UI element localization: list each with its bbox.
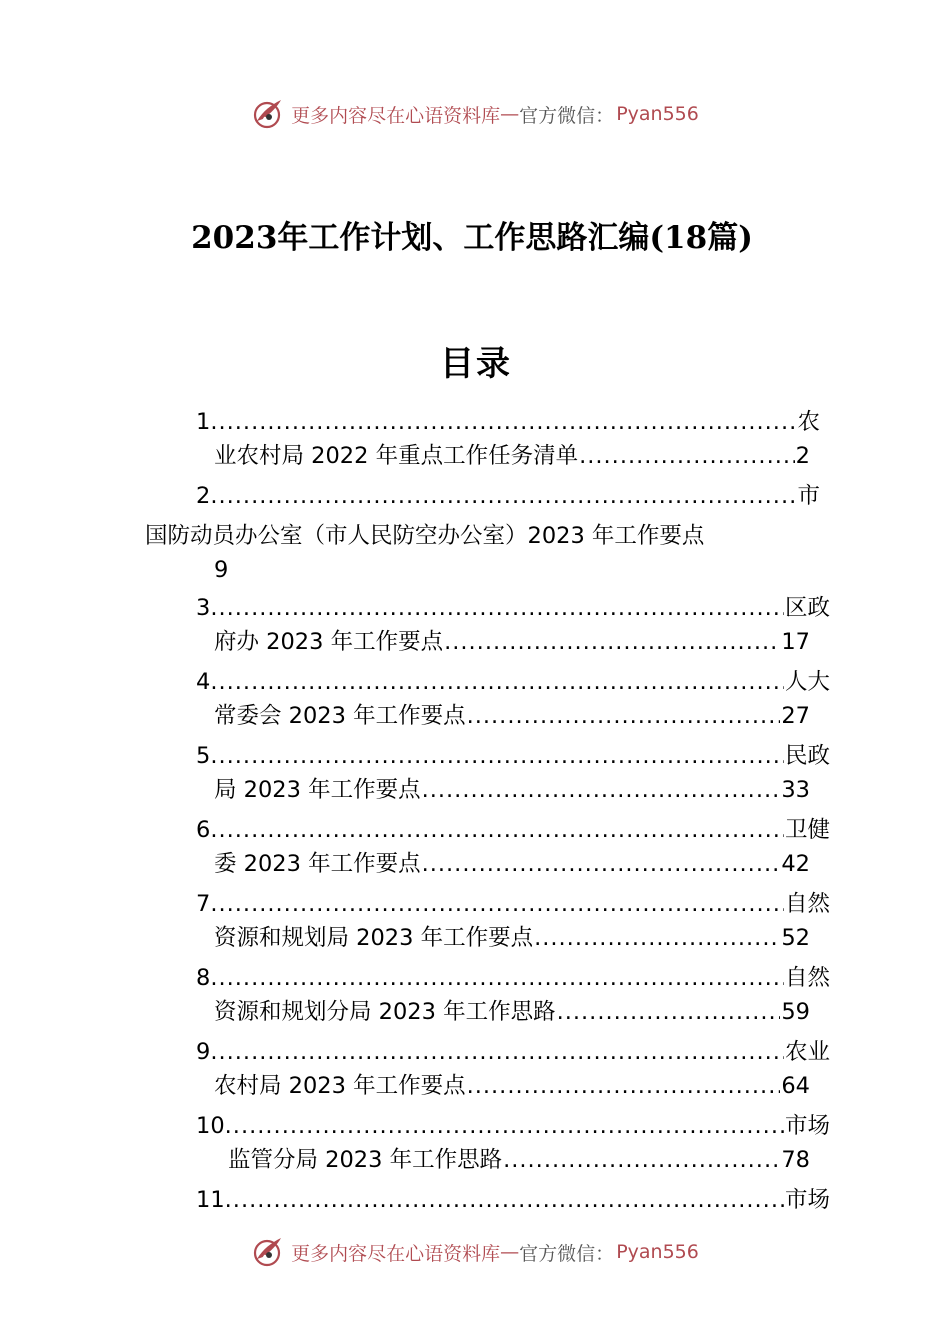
toc-entry-7-line1[interactable]: [196, 888, 830, 920]
toc-entry-tail: 卫健: [784, 817, 830, 843]
toc-entry-text: 监管分局 2023 年工作思路: [228, 1147, 503, 1173]
toc-entry-number: 2.: [196, 483, 218, 509]
toc-entry-5-line2[interactable]: [214, 774, 810, 806]
toc-entry-number: 8.: [196, 965, 218, 991]
toc-page-number: 64: [781, 1073, 810, 1099]
toc-entry-number: 6.: [196, 817, 218, 843]
toc-entry-tail: 农: [797, 409, 820, 435]
toc-leader-dots: [218, 666, 784, 698]
banner-wechat-label: 官方微信：: [519, 1242, 615, 1265]
toc-entry-11-line1[interactable]: [196, 1184, 830, 1216]
toc-page-number: 17: [781, 629, 810, 655]
toc-entry-8-line1[interactable]: [196, 962, 830, 994]
toc-page-number: 42: [781, 851, 810, 877]
toc-leader-dots: [218, 1036, 784, 1068]
toc-leader-dots: [233, 1110, 784, 1142]
pen-logo-icon: [251, 1235, 285, 1269]
toc-leader-dots: [218, 962, 784, 994]
toc-entry-number: 3.: [196, 595, 218, 621]
toc-entry-2-page[interactable]: 9: [214, 557, 229, 583]
toc-entry-text: 业农村局 2022 年重点工作任务清单: [214, 443, 579, 469]
toc-page-number: 52: [781, 925, 810, 951]
toc-leader-dots: [218, 480, 796, 512]
toc-leader-dots: [422, 848, 781, 880]
banner-brand-text: 更多内容尽在心语资料库: [291, 1242, 501, 1265]
toc-leader-dots: [218, 406, 796, 438]
toc-entry-8-line2[interactable]: [214, 996, 810, 1028]
banner-wechat-label: 官方微信：: [519, 104, 615, 127]
toc-entry-3-line1[interactable]: [196, 592, 830, 624]
toc-entry-number: 10.: [196, 1113, 232, 1139]
toc-heading: 目录: [440, 344, 512, 384]
toc-page-number: 59: [781, 999, 810, 1025]
toc-leader-dots: [218, 740, 784, 772]
toc-entry-4-line2[interactable]: [214, 700, 810, 732]
toc-entry-tail: 市: [797, 483, 820, 509]
toc-entry-number: 11.: [196, 1187, 232, 1213]
toc-entry-1-line2[interactable]: [214, 440, 810, 472]
toc-leader-dots: [467, 1070, 781, 1102]
header-watermark-banner: [0, 94, 950, 134]
toc-entry-tail: 人大: [784, 669, 830, 695]
toc-leader-dots: [534, 922, 780, 954]
toc-entry-tail: 市场: [784, 1113, 830, 1139]
toc-entry-6-line2[interactable]: [214, 848, 810, 880]
toc-page-number: 33: [781, 777, 810, 803]
toc-entry-tail: 民政: [784, 743, 830, 769]
toc-entry-2-line1[interactable]: [196, 480, 820, 512]
toc-entry-4-line1[interactable]: [196, 666, 830, 698]
toc-leader-dots: [557, 996, 781, 1028]
pen-logo-icon: [251, 97, 285, 131]
banner-wechat-id: Pyan556: [616, 1241, 699, 1263]
toc-entry-6-line1[interactable]: [196, 814, 830, 846]
banner-brand-text: 更多内容尽在心语资料库: [291, 104, 501, 127]
toc-leader-dots: [467, 700, 781, 732]
toc-entry-text: 局 2023 年工作要点: [214, 777, 421, 803]
toc-entry-tail: 自然: [784, 891, 830, 917]
toc-leader-dots: [233, 1184, 784, 1216]
toc-entry-number: 5.: [196, 743, 218, 769]
document-title: 2023年工作计划、工作思路汇编(18篇): [191, 220, 753, 256]
banner-wechat-id: Pyan556: [616, 103, 699, 125]
toc-entry-9-line1[interactable]: [196, 1036, 830, 1068]
footer-watermark-banner: [0, 1232, 950, 1272]
toc-leader-dots: [444, 626, 780, 658]
toc-entry-text: 资源和规划分局 2023 年工作思路: [214, 999, 556, 1025]
toc-entry-tail: 市场: [784, 1187, 830, 1213]
toc-entry-9-line2[interactable]: [214, 1070, 810, 1102]
toc-entry-number: 7.: [196, 891, 218, 917]
toc-entry-5-line1[interactable]: [196, 740, 830, 772]
toc-page-number: 78: [781, 1147, 810, 1173]
toc-entry-2-line2[interactable]: 国防动员办公室（市人民防空办公室）2023 年工作要点: [145, 523, 705, 549]
toc-page-number: 27: [781, 703, 810, 729]
toc-entry-text: 委 2023 年工作要点: [214, 851, 421, 877]
toc-entry-number: 1.: [196, 409, 218, 435]
toc-leader-dots: [579, 440, 795, 472]
toc-entry-text: 府办 2023 年工作要点: [214, 629, 444, 655]
toc-entry-10-line2[interactable]: [228, 1144, 810, 1176]
toc-entry-text: 常委会 2023 年工作要点: [214, 703, 466, 729]
banner-separator: —: [500, 103, 520, 125]
toc-entry-1-line1[interactable]: [196, 406, 820, 438]
toc-leader-dots: [218, 592, 784, 624]
toc-entry-tail: 农业: [784, 1039, 830, 1065]
toc-entry-3-line2[interactable]: [214, 626, 810, 658]
toc-entry-tail: 自然: [784, 965, 830, 991]
banner-separator: —: [500, 1241, 520, 1263]
toc-leader-dots: [422, 774, 781, 806]
toc-leader-dots: [503, 1144, 780, 1176]
toc-entry-tail: 区政: [784, 595, 830, 621]
toc-entry-text: 资源和规划局 2023 年工作要点: [214, 925, 534, 951]
toc-entry-7-line2[interactable]: [214, 922, 810, 954]
toc-entry-10-line1[interactable]: [196, 1110, 830, 1142]
toc-page-number: 2: [795, 443, 810, 469]
toc-leader-dots: [218, 888, 784, 920]
toc-entry-number: 9.: [196, 1039, 218, 1065]
toc-entry-text: 农村局 2023 年工作要点: [214, 1073, 466, 1099]
toc-leader-dots: [218, 814, 784, 846]
toc-entry-number: 4.: [196, 669, 218, 695]
